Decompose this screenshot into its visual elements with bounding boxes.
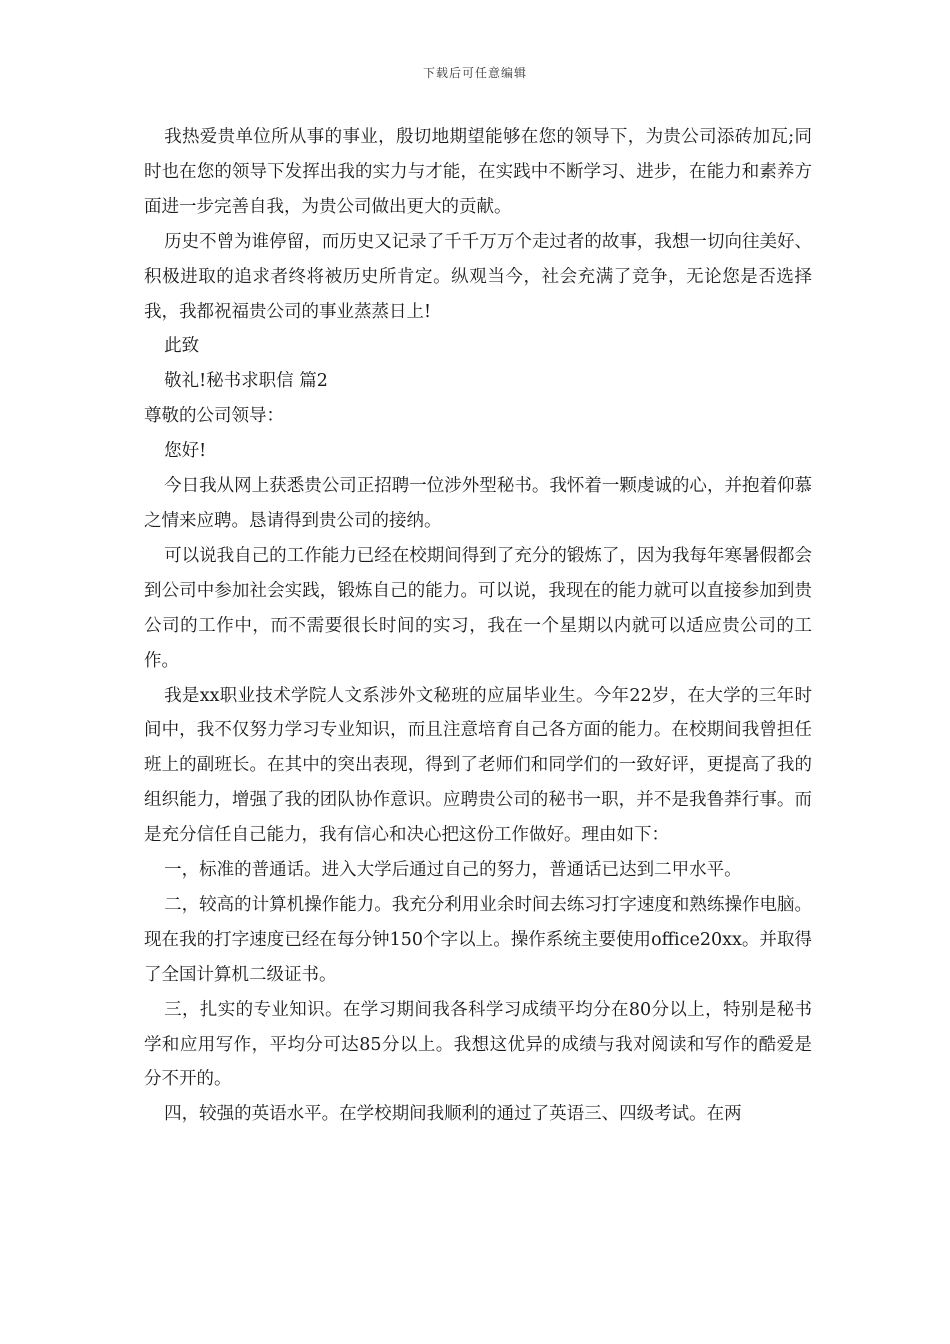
paragraph-work-ability: 可以说我自己的工作能力已经在校期间得到了充分的锻炼了，因为我每年寒暑假都会到公司中参加社会实践，锻炼自己的能力。可以说，我现在的能力就可以直接参加到贵公司的工作中，而不需要很长时间的实习，我在一个星期以内就可以适应贵公司的工作。 xyxy=(144,545,812,671)
paragraph-reason-two: 二，较高的计算机操作能力。我充分利用业余时间去练习打字速度和熟练操作电脑。现在我的打字速度已经在每分钟150个字以上。操作系统主要使用office20xx。并取得了全国计算机二级证书。 xyxy=(144,894,812,985)
paragraph-reason-four: 四，较强的英语水平。在学校期间我顺利的通过了英语三、四级考试。在两 xyxy=(164,1104,742,1125)
document-body xyxy=(144,120,812,1132)
paragraph-reason-one: 一，标准的普通话。进入大学后通过自己的努力，普通话已达到二甲水平。 xyxy=(164,860,742,881)
paragraph-closing-ci-zhi: 此致 xyxy=(164,336,200,357)
paragraph-reason-three: 三，扎实的专业知识。在学习期间我各科学习成绩平均分在80分以上，特别是秘书学和应用写作，平均分可达85分以上。我想这优异的成绩与我对阅读和写作的酷爱是分不开的。 xyxy=(144,999,812,1090)
page-header: 下载后可任意编辑 xyxy=(422,66,527,80)
paragraph-salute-title: 敬礼!秘书求职信 篇2 xyxy=(164,371,328,392)
paragraph-intro-commitment: 我热爱贵单位所从事的事业，殷切地期望能够在您的领导下，为贵公司添砖加瓦;同时也在您的领导下发挥出我的实力与才能，在实践中不断学习、进步，在能力和素养方面进一步完善自我，为贵公司做出更大的贡献。 xyxy=(144,127,812,217)
paragraph-history: 历史不曾为谁停留，而历史又记录了千千万万个走过者的故事，我想一切向往美好、积极进取的追求者终将被历史所肯定。纵观当今，社会充满了竞争，无论您是否选择我，我都祝福贵公司的事业蒸蒸日上! xyxy=(144,231,812,322)
paragraph-salutation: 尊敬的公司领导： xyxy=(144,406,284,427)
paragraph-greeting: 您好! xyxy=(164,441,207,462)
paragraph-self-introduction: 我是xx职业技术学院人文系涉外文秘班的应届毕业生。今年22岁，在大学的三年时间中，我不仅努力学习专业知识，而且注意培育自己各方面的能力。在校期间我曾担任班上的副班长。在其中的突出表现，得到了老师们和同学们的一致好评，更提高了我的组织能力，增强了我的团队协作意识。应聘贵公司的秘书一职，并不是我鲁莽行事。而是充分信任自己能力，我有信心和决心把这份工作做好。理由如下： xyxy=(144,685,812,846)
paragraph-application: 今日我从网上获悉贵公司正招聘一位涉外型秘书。我怀着一颗虔诚的心，并抱着仰慕之情来应聘。恳请得到贵公司的接纳。 xyxy=(144,476,812,531)
